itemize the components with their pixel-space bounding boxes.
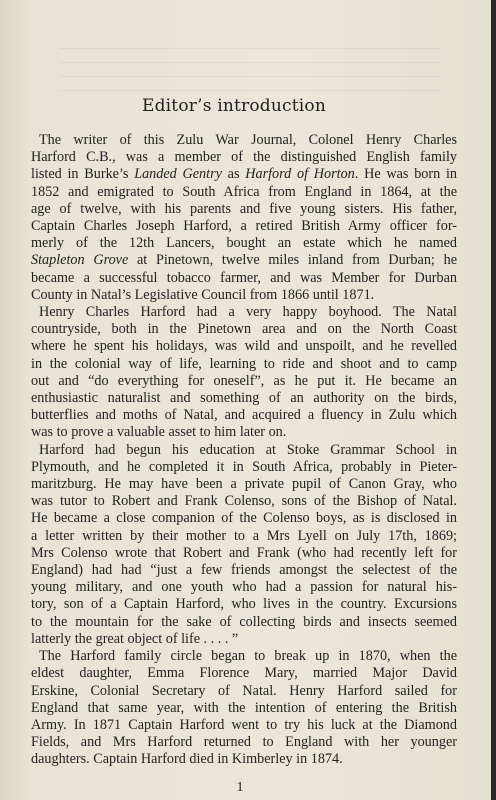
text-run: where he spent his holidays, was wild and unspoilt, and he revelled — [31, 338, 457, 355]
text-run: 1852 and emigrated to South Africa from England in 1864, at the — [31, 183, 457, 200]
text-run: Harford C.B., was a member of the distinguished English family — [31, 149, 457, 166]
text-run: was tutor to Robert and Frank Colenso, sons of the Bishop of Natal. — [31, 493, 457, 510]
text-run: Captain Charles Joseph Harford, a retired British Army officer for- — [31, 218, 457, 235]
text-run: England) had had “just a few friends amongst the selectest of the — [31, 562, 457, 579]
text-line — [31, 562, 457, 579]
text-run: The writer of this Zulu War Journal, Colonel Henry Charles — [39, 132, 457, 148]
text-line — [31, 252, 457, 269]
body-text — [31, 132, 457, 769]
text-line — [31, 683, 457, 700]
text-line — [31, 442, 457, 459]
text-line — [31, 235, 457, 252]
show-through-text — [60, 48, 440, 98]
text-run: Fields, and Mrs Harford returned to England with her younger — [31, 734, 457, 751]
text-line — [31, 201, 457, 218]
text-run: countryside, both in the Pinetown area and on the North Coast — [31, 321, 457, 338]
text-line — [31, 270, 457, 287]
text-line — [31, 459, 457, 476]
text-line — [31, 424, 457, 441]
text-run: in the colonial way of life, learning to ride and shoot and to camp — [31, 355, 457, 372]
text-run: eldest daughter, Emma Florence Mary, married Major David — [31, 665, 457, 682]
text-line — [31, 149, 457, 166]
text-run: The Harford family circle began to break up in 1870, when the — [39, 648, 457, 665]
text-run: maritzburg. He may have been a private pupil of Canon Gray, who — [31, 476, 457, 493]
text-line — [31, 287, 457, 304]
text-run: became a successful tobacco farmer, and was Member for Durban — [31, 269, 457, 286]
text-run: . He was born in — [354, 166, 457, 183]
text-run: enthusiastic naturalist and something of an authority on the birds, — [31, 390, 457, 407]
paragraph — [31, 648, 457, 768]
text-line — [31, 700, 457, 717]
text-run: He became a close companion of the Colenso boys, as is disclosed in — [31, 510, 457, 527]
text-run: at Pinetown, twelve miles inland from Durban; he — [128, 252, 457, 269]
text-run: Mrs Colenso wrote that Robert and Frank (who had recently left for — [31, 544, 457, 561]
chapter-title: Editor’s introduction — [141, 96, 327, 116]
text-line — [31, 734, 457, 751]
text-line — [31, 510, 457, 527]
text-line — [31, 132, 457, 149]
text-line — [31, 407, 457, 424]
text-run: Harford had begun his education at Stoke Grammar School in — [39, 441, 457, 458]
text-run: to the mountain for the sake of collecting birds and insects seemed — [31, 613, 457, 630]
page-number: 1 — [236, 780, 244, 795]
text-run: age of twelve, with his parents and five young sisters. His father, — [31, 200, 457, 217]
text-run: merly of the 12th Lancers, bought an estate which he named — [31, 235, 457, 252]
text-line — [31, 596, 457, 613]
text-line — [31, 751, 457, 768]
text-run: listed in Burke’s — [31, 166, 135, 183]
text-run: was to prove a valuable asset to him later on. — [31, 424, 287, 441]
text-line — [31, 579, 457, 596]
text-line — [31, 218, 457, 235]
text-run: Plymouth, and he completed it in South Africa, probably in Pieter- — [31, 458, 457, 475]
text-line — [31, 373, 457, 390]
text-line — [31, 493, 457, 510]
text-line — [31, 321, 457, 338]
italic-title: Harford of Horton — [245, 166, 355, 183]
text-run: as — [221, 166, 246, 183]
text-line — [31, 166, 457, 183]
text-run: Army. In 1871 Captain Harford went to try his luck at the Diamond — [31, 716, 457, 733]
paragraph — [31, 304, 457, 442]
text-run: Henry Charles Harford had a very happy boyhood. The Natal — [39, 304, 457, 321]
paragraph — [31, 442, 457, 648]
italic-title: Stapleton Grove — [31, 252, 129, 269]
text-line — [31, 528, 457, 545]
text-run: butterflies and moths of Natal, and acquired a fluency in Zulu which — [31, 407, 457, 424]
text-line — [31, 356, 457, 373]
paragraph — [31, 132, 457, 304]
text-line — [31, 614, 457, 631]
text-line — [31, 631, 457, 648]
text-line — [31, 184, 457, 201]
book-gutter — [491, 0, 496, 800]
text-run: out and “do everything for oneself”, as he put it. He became an — [31, 372, 457, 389]
text-run: Erskine, Colonial Secretary of Natal. Henry Harford sailed for — [31, 682, 457, 699]
text-line — [31, 304, 457, 321]
text-line — [31, 665, 457, 682]
text-run: England that same year, with the intention of entering the British — [31, 699, 457, 716]
text-line — [31, 476, 457, 493]
text-line — [31, 717, 457, 734]
text-line — [31, 648, 457, 665]
text-line — [31, 545, 457, 562]
text-run: young military, and one youth who had a passion for natural his- — [31, 579, 457, 596]
text-run: a letter written by their mother to a Mrs Lyell on July 17th, 1869; — [31, 527, 457, 544]
italic-title: Landed Gentry — [134, 166, 222, 183]
text-run: tory, son of a Captain Harford, who lives in the country. Excursions — [31, 596, 457, 613]
text-run: latterly the great object of life . . . . ” — [31, 630, 239, 647]
text-run: County in Natal’s Legislative Council from 1866 until 1871. — [31, 286, 375, 303]
text-line — [31, 390, 457, 407]
text-line — [31, 338, 457, 355]
text-run: daughters. Captain Harford died in Kimberley in 1874. — [31, 751, 343, 768]
